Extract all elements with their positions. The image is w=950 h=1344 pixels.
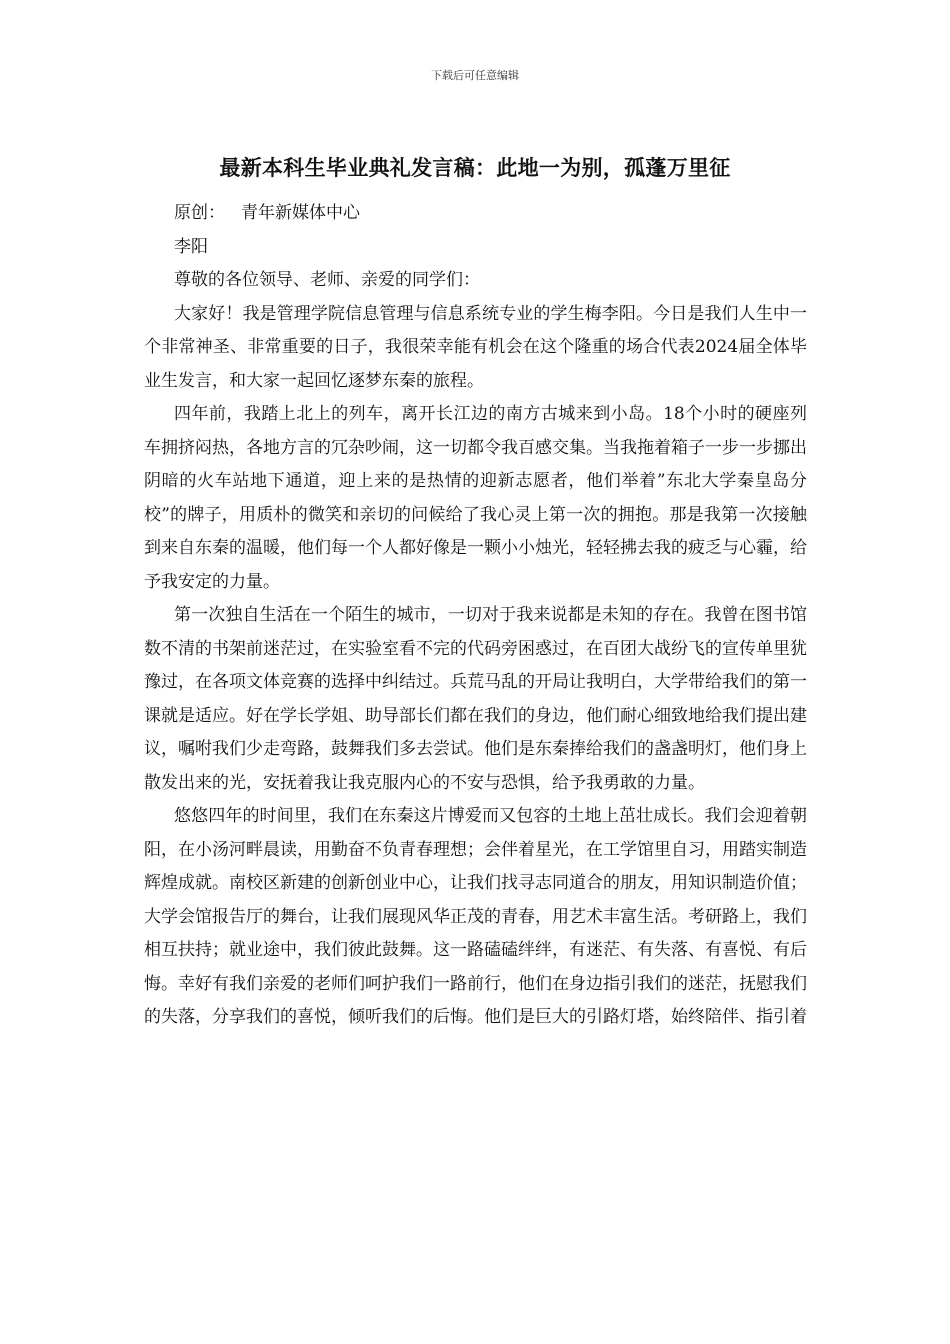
paragraph-4: 悠悠四年的时间里，我们在东秦这片博爱而又包容的土地上茁壮成长。我们会迎着朝阳，在小汤河畔晨读，用勤奋不负青春理想；会伴着星光，在工学馆里自习，用踏实制造辉煌成就。南校区新建的创新创业中心，让我们找寻志同道合的朋友，用知识制造价值；大学会馆报告厅的舞台，让我们展现风华正茂的青春，用艺术丰富生活。考研路上，我们相互扶持；就业途中，我们彼此鼓舞。这一路磕磕绊绊，有迷茫、有失落、有喜悦、有后悔。幸好有我们亲爱的老师们呵护我们一路前行，他们在身边指引我们的迷茫，抚慰我们的失落，分享我们的喜悦，倾听我们的后悔。他们是巨大的引路灯塔，始终陪伴、指引着 xyxy=(144,806,807,1027)
header-note: 下载后可任意编辑 xyxy=(431,69,519,82)
byline xyxy=(144,197,807,231)
byline-source: 青年新媒体中心 xyxy=(241,203,360,223)
document-body xyxy=(144,197,807,1035)
document-title: 最新本科生毕业典礼发言稿：此地一为别，孤蓬万里征 xyxy=(219,156,731,180)
byline-label: 原创： xyxy=(174,203,225,223)
salutation: 尊敬的各位领导、老师、亲爱的同学们： xyxy=(174,270,480,290)
paragraph-2: 四年前，我踏上北上的列车，离开长江边的南方古城来到小岛。18个小时的硬座列车拥挤闷热，各地方言的冗杂吵闹，这一切都令我百感交集。当我拖着箱子一步一步挪出阴暗的火车站地下通道，迎上来的是热情的迎新志愿者，他们举着”东北大学秦皇岛分校”的牌子，用质朴的微笑和亲切的问候给了我心灵上第一次的拥抱。那是我第一次接触到来自东秦的温暖，他们每一个人都好像是一颗小小烛光，轻轻拂去我的疲乏与心霾，给予我安定的力量。 xyxy=(144,404,807,592)
author-name: 李阳 xyxy=(174,236,208,257)
paragraph-3: 第一次独自生活在一个陌生的城市，一切对于我来说都是未知的存在。我曾在图书馆数不清的书架前迷茫过，在实验室看不完的代码旁困惑过，在百团大战纷飞的宣传单里犹豫过，在各项文体竞赛的选择中纠结过。兵荒马乱的开局让我明白，大学带给我们的第一课就是适应。好在学长学姐、助导部长们都在我们的身边，他们耐心细致地给我们提出建议，嘱咐我们少走弯路，鼓舞我们多去尝试。他们是东秦捧给我们的盏盏明灯，他们身上散发出来的光，安抚着我让我克服内心的不安与恐惧，给予我勇敢的力量。 xyxy=(144,605,807,793)
paragraph-1: 大家好！我是管理学院信息管理与信息系统专业的学生梅李阳。今日是我们人生中一个非常神圣、非常重要的日子，我很荣幸能有机会在这个隆重的场合代表2024届全体毕业生发言，和大家一起回忆逐梦东秦的旅程。 xyxy=(144,303,807,391)
